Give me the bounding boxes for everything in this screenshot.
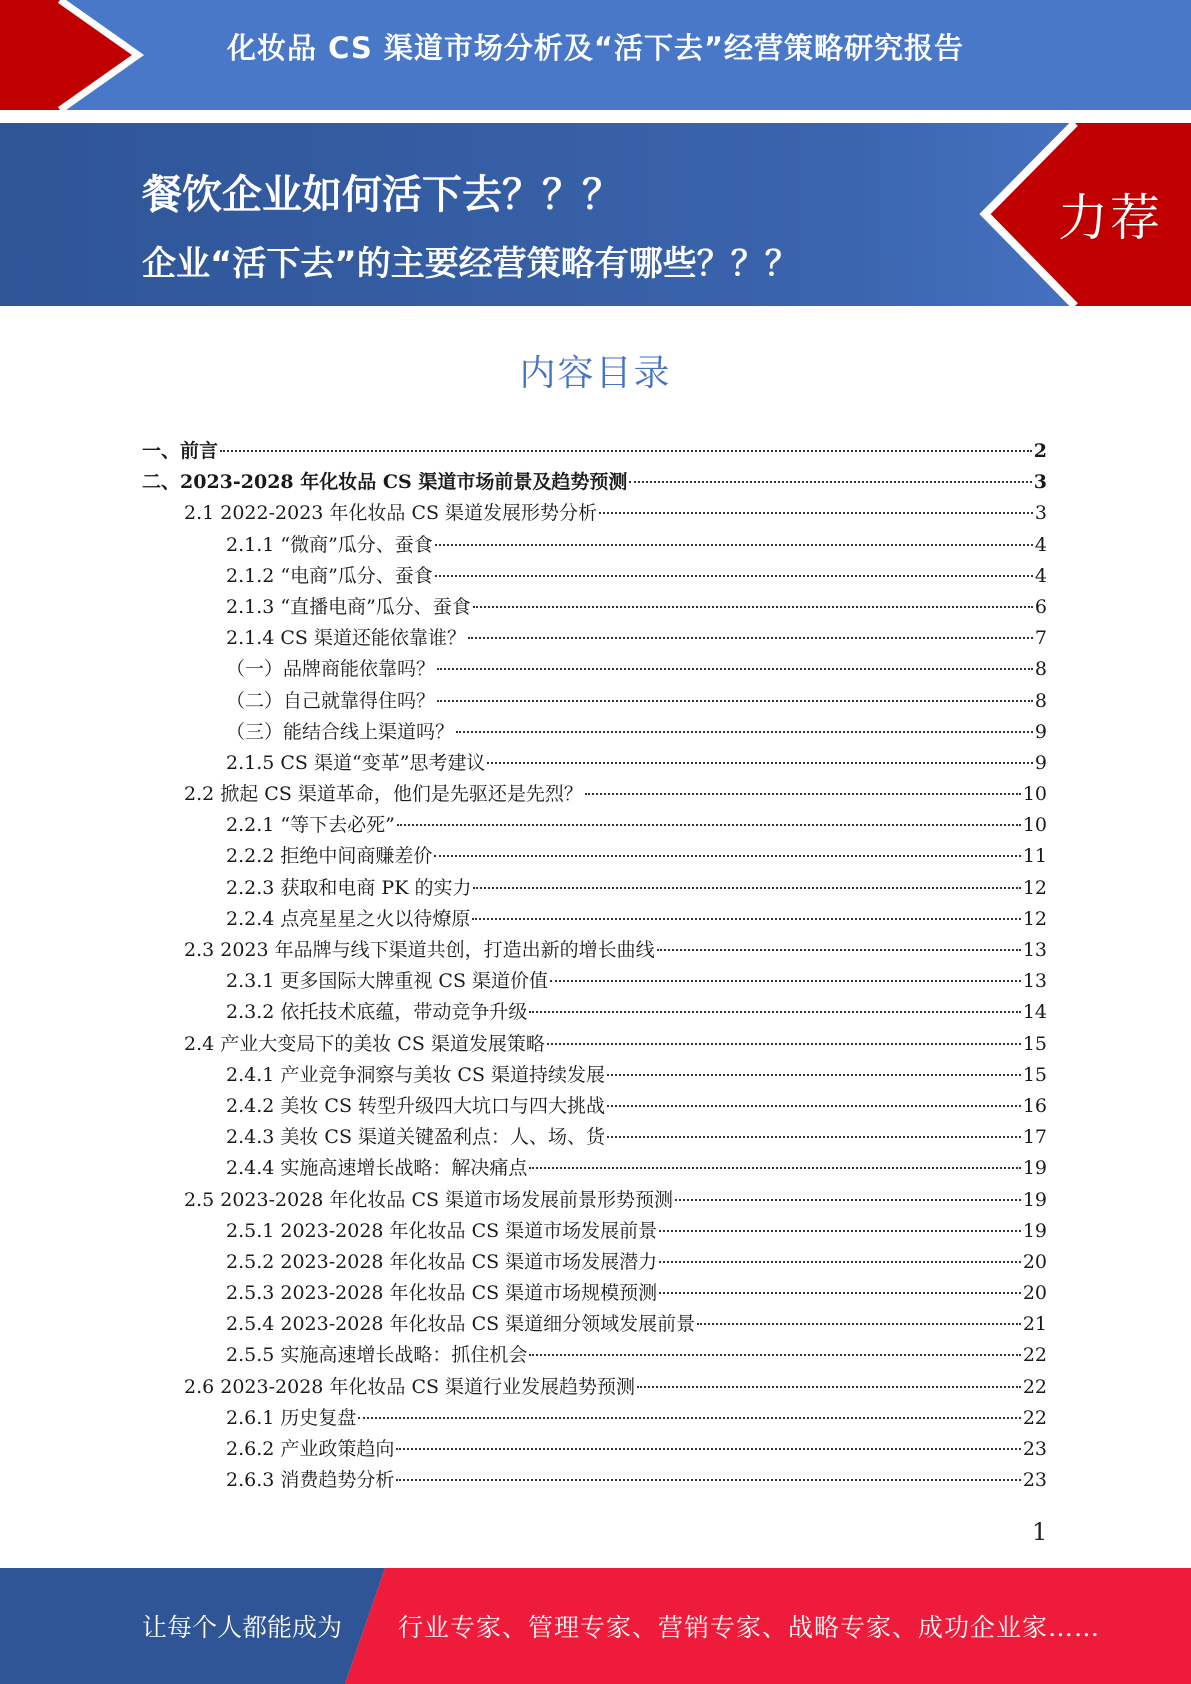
- toc-entry-page: 6: [1034, 595, 1047, 618]
- toc-entry[interactable]: [142, 467, 1047, 498]
- toc-entry-label: 一、前言: [142, 440, 219, 462]
- toc-entry[interactable]: [142, 779, 1047, 810]
- toc-entry-label: 2.2.4 点亮星星之火以待燎原: [226, 907, 471, 930]
- toc-entry[interactable]: [142, 498, 1047, 529]
- toc-entry-page: 19: [1022, 1188, 1047, 1211]
- toc-entry-label: 二、2023-2028 年化妆品 CS 渠道市场前景及趋势预测: [142, 471, 628, 494]
- toc-entry[interactable]: [142, 561, 1047, 592]
- toc-entry-label: 2.4.4 实施高速增长战略：解决痛点: [226, 1157, 528, 1180]
- toc-entry[interactable]: [142, 1060, 1047, 1091]
- toc-entry-page: 7: [1034, 627, 1047, 650]
- toc-entry-label: 2.5.2 2023-2028 年化妆品 CS 渠道市场发展潜力: [226, 1250, 658, 1273]
- toc-dot-leader: [472, 918, 1020, 920]
- toc-dot-leader: [487, 762, 1033, 764]
- toc-entry-page: 4: [1034, 533, 1047, 556]
- toc-dot-leader: [396, 1448, 1020, 1450]
- toc-entry-label: 2.6.3 消费趋势分析: [226, 1469, 395, 1492]
- toc-entry-label: 2.3.2 依托技术底蕴，带动竞争升级: [226, 1001, 528, 1024]
- toc-dot-leader: [473, 887, 1020, 889]
- recommend-badge: 力荐: [1058, 189, 1162, 247]
- toc-dot-leader: [599, 512, 1033, 514]
- toc-entry-label: 2.2.3 获取和电商 PK 的实力: [226, 876, 472, 899]
- toc-dot-leader: [435, 575, 1033, 577]
- toc-entry-page: 22: [1022, 1406, 1047, 1429]
- toc-entry[interactable]: [142, 935, 1047, 966]
- toc-dot-leader: [607, 1074, 1021, 1076]
- toc-entry-label: 2.1.4 CS 渠道还能依靠谁？: [226, 627, 466, 650]
- toc-dot-leader: [657, 949, 1021, 951]
- toc-entry-page: 21: [1022, 1313, 1047, 1336]
- footer-slogan-right: 行业专家、管理专家、营销专家、战略专家、成功企业家……: [398, 1613, 1101, 1642]
- toc-dot-leader: [629, 481, 1031, 483]
- toc-dot-leader: [396, 1479, 1020, 1481]
- toc-entry-page: 23: [1022, 1469, 1047, 1492]
- toc-entry[interactable]: [142, 686, 1047, 717]
- toc-entry-label: 2.6.1 历史复盘: [226, 1406, 357, 1429]
- toc-entry-page: 22: [1022, 1375, 1047, 1398]
- toc-dot-leader: [529, 1167, 1020, 1169]
- toc-entry[interactable]: [142, 1340, 1047, 1371]
- footer-banner: [0, 1568, 1191, 1684]
- toc-entry-page: 12: [1022, 907, 1047, 930]
- toc-dot-leader: [529, 1354, 1020, 1356]
- toc-dot-leader: [434, 855, 1020, 857]
- toc-entry-label: 2.1.3 “直播电商”瓜分、蚕食: [226, 595, 471, 618]
- toc-entry-page: 9: [1034, 751, 1047, 774]
- toc-entry-page: 4: [1034, 564, 1047, 587]
- toc-entry[interactable]: [142, 1247, 1047, 1278]
- toc-entry-page: 14: [1022, 1001, 1047, 1024]
- toc-entry-label: 2.4.3 美妆 CS 渠道关键盈利点：人、场、货: [226, 1126, 606, 1149]
- toc-entry-label: 2.5.3 2023-2028 年化妆品 CS 渠道市场规模预测: [226, 1282, 658, 1305]
- table-of-contents: [142, 436, 1047, 1496]
- toc-entry[interactable]: [142, 1122, 1047, 1153]
- toc-entry[interactable]: [142, 1216, 1047, 1247]
- toc-dot-leader: [220, 450, 1032, 452]
- report-title: 化妆品 CS 渠道市场分析及“活下去”经营策略研究报告: [226, 31, 965, 65]
- toc-entry[interactable]: [142, 873, 1047, 904]
- hero-question-1: 餐饮企业如何活下去？？？: [142, 172, 622, 218]
- toc-dot-leader: [585, 793, 1021, 795]
- toc-entry-page: 10: [1022, 783, 1047, 806]
- toc-entry-label: 2.2.1 “等下去必死”: [226, 814, 395, 837]
- toc-dot-leader: [437, 700, 1033, 702]
- toc-entry-label: 2.1 2022-2023 年化妆品 CS 渠道发展形势分析: [184, 502, 598, 525]
- toc-entry-label: 2.2.2 拒绝中间商赚差价: [226, 845, 433, 868]
- toc-entry-page: 19: [1022, 1157, 1047, 1180]
- toc-entry-label: 2.4 产业大变局下的美妆 CS 渠道发展策略: [184, 1032, 545, 1055]
- toc-entry-label: 2.1.2 “电商”瓜分、蚕食: [226, 564, 433, 587]
- toc-entry-label: 2.3 2023 年品牌与线下渠道共创，打造出新的增长曲线: [184, 939, 655, 961]
- toc-entry[interactable]: [142, 1403, 1047, 1434]
- toc-dot-leader: [659, 1261, 1021, 1263]
- toc-entry-page: 12: [1022, 876, 1047, 899]
- toc-dot-leader: [637, 1386, 1021, 1388]
- toc-dot-leader: [607, 1105, 1021, 1107]
- toc-entry[interactable]: [142, 1434, 1047, 1465]
- toc-entry-page: 20: [1022, 1282, 1047, 1305]
- toc-entry[interactable]: [142, 654, 1047, 685]
- toc-dot-leader: [435, 544, 1033, 546]
- toc-entry[interactable]: [142, 530, 1047, 561]
- toc-entry[interactable]: [142, 810, 1047, 841]
- toc-entry-label: 2.5 2023-2028 年化妆品 CS 渠道市场发展前景形势预测: [184, 1188, 674, 1211]
- hero-question-2: 企业“活下去”的主要经营策略有哪些？？？: [142, 244, 799, 284]
- toc-entry-page: 9: [1034, 720, 1047, 743]
- footer-slogan-left: 让每个人都能成为: [142, 1613, 343, 1642]
- toc-entry[interactable]: [142, 1309, 1047, 1340]
- toc-entry[interactable]: [142, 1278, 1047, 1309]
- toc-entry[interactable]: [142, 904, 1047, 935]
- toc-dot-leader: [397, 824, 1021, 826]
- toc-dot-leader: [468, 637, 1033, 639]
- toc-entry-label: 2.5.4 2023-2028 年化妆品 CS 渠道细分领域发展前景: [226, 1313, 696, 1336]
- toc-dot-leader: [529, 1011, 1020, 1013]
- toc-entry-label: 2.3.1 更多国际大牌重视 CS 渠道价值: [226, 970, 549, 993]
- toc-dot-leader: [456, 731, 1033, 733]
- toc-entry-label: 2.4.1 产业竞争洞察与美妆 CS 渠道持续发展: [226, 1063, 606, 1086]
- toc-entry[interactable]: [142, 1029, 1047, 1060]
- toc-entry-label: 2.1.1 “微商”瓜分、蚕食: [226, 533, 433, 556]
- toc-entry-page: 20: [1022, 1250, 1047, 1273]
- toc-dot-leader: [358, 1417, 1020, 1419]
- toc-entry-page: 2: [1033, 440, 1047, 462]
- toc-entry-label: 2.6.2 产业政策趋向: [226, 1438, 395, 1460]
- toc-entry-page: 19: [1022, 1219, 1047, 1242]
- toc-entry-page: 8: [1034, 689, 1047, 712]
- toc-entry-label: （一）品牌商能依靠吗？: [226, 658, 436, 681]
- toc-entry-page: 15: [1022, 1063, 1047, 1086]
- toc-dot-leader: [607, 1136, 1021, 1138]
- toc-dot-leader: [550, 980, 1021, 982]
- toc-dot-leader: [473, 606, 1033, 608]
- toc-entry-page: 23: [1022, 1438, 1047, 1460]
- toc-entry[interactable]: [142, 592, 1047, 623]
- toc-entry-page: 16: [1022, 1094, 1047, 1117]
- toc-entry[interactable]: [142, 997, 1047, 1028]
- toc-entry[interactable]: [142, 966, 1047, 997]
- toc-entry-page: 15: [1022, 1032, 1047, 1055]
- toc-dot-leader: [659, 1292, 1021, 1294]
- toc-entry[interactable]: [142, 717, 1047, 748]
- toc-entry-label: 2.6 2023-2028 年化妆品 CS 渠道行业发展趋势预测: [184, 1375, 636, 1398]
- toc-entry-page: 17: [1022, 1126, 1047, 1149]
- toc-entry-label: （三）能结合线上渠道吗？: [226, 720, 455, 743]
- toc-entry[interactable]: [142, 1372, 1047, 1403]
- toc-entry-label: 2.5.1 2023-2028 年化妆品 CS 渠道市场发展前景: [226, 1219, 658, 1242]
- hero-banner: [0, 123, 1191, 306]
- toc-entry[interactable]: [142, 436, 1047, 467]
- toc-entry[interactable]: [142, 1465, 1047, 1496]
- toc-entry-page: 11: [1022, 845, 1047, 868]
- toc-entry-page: 3: [1033, 471, 1047, 494]
- toc-dot-leader: [697, 1323, 1021, 1325]
- toc-entry-page: 13: [1022, 970, 1047, 993]
- toc-entry-page: 10: [1022, 814, 1047, 837]
- toc-heading: 内容目录: [519, 353, 672, 394]
- toc-entry[interactable]: [142, 1185, 1047, 1216]
- toc-entry-page: 22: [1022, 1344, 1047, 1367]
- toc-entry[interactable]: [142, 1091, 1047, 1122]
- toc-entry-label: 2.1.5 CS 渠道“变革”思考建议: [226, 751, 486, 774]
- toc-entry[interactable]: [142, 841, 1047, 872]
- toc-entry[interactable]: [142, 623, 1047, 654]
- toc-entry[interactable]: [142, 1153, 1047, 1184]
- toc-dot-leader: [437, 668, 1033, 670]
- page-number: 1: [1032, 1518, 1048, 1546]
- top-header-band: [0, 0, 1191, 110]
- toc-entry-label: 2.4.2 美妆 CS 转型升级四大坑口与四大挑战: [226, 1094, 606, 1117]
- toc-dot-leader: [675, 1199, 1021, 1201]
- toc-entry-label: （二）自己就靠得住吗？: [226, 689, 436, 712]
- toc-entry-page: 3: [1034, 502, 1047, 525]
- toc-entry-label: 2.5.5 实施高速增长战略：抓住机会: [226, 1344, 528, 1367]
- toc-entry[interactable]: [142, 748, 1047, 779]
- toc-dot-leader: [547, 1043, 1021, 1045]
- toc-entry-page: 13: [1022, 939, 1047, 961]
- toc-entry-page: 8: [1034, 658, 1047, 681]
- toc-entry-label: 2.2 掀起 CS 渠道革命，他们是先驱还是先烈？: [184, 783, 583, 806]
- toc-dot-leader: [659, 1230, 1021, 1232]
